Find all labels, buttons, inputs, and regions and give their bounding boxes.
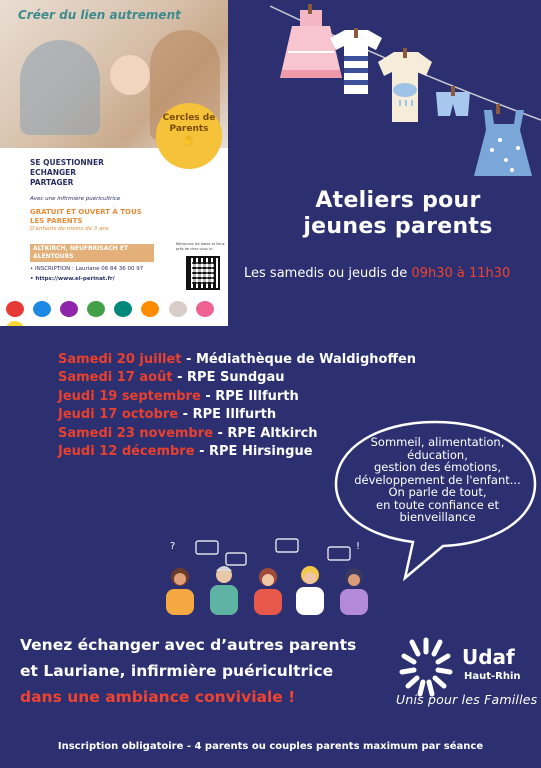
- udaf-name: Udaf: [462, 645, 515, 669]
- session-date: Jeudi 17 octobre: [58, 407, 179, 423]
- partner-logo: [6, 301, 24, 317]
- session-place: - RPE Hirsingue: [194, 444, 313, 460]
- svg-text:!: !: [356, 541, 361, 552]
- heading-line: jeunes parents: [303, 214, 493, 239]
- session-date: Samedi 23 novembre: [58, 425, 213, 441]
- partner-logo: [87, 301, 105, 317]
- bubble-line: en toute confiance et: [376, 497, 499, 512]
- action-item: PARTAGER: [30, 178, 74, 187]
- cta-line: Venez échanger avec d’autres parents: [20, 636, 357, 654]
- bubble-line: Sommeil, alimentation,: [370, 435, 505, 449]
- cloud-shirt-icon: [378, 48, 432, 122]
- main-heading: [268, 188, 528, 240]
- bubble-line: On parle de tout,: [388, 485, 487, 499]
- session-place: - RPE Illfurth: [178, 407, 277, 423]
- flyer-website[interactable]: • https://www.el-perinat.fr/: [30, 276, 115, 282]
- call-to-action: [20, 632, 390, 710]
- bubble-line: gestion des émotions,: [373, 460, 502, 474]
- baby-figure: [110, 55, 150, 95]
- action-item: ECHANGER: [30, 168, 77, 177]
- father-figure: [20, 40, 100, 135]
- session-place: - Médiathèque de Waldighoffen: [181, 352, 417, 367]
- session-item: [58, 388, 458, 406]
- schedule-text: [244, 266, 534, 281]
- flyer-free: GRATUIT ET OUVERT À TOUS LES PARENTS: [30, 208, 142, 225]
- people-illustration: [158, 535, 378, 615]
- qr-note: Retrouvez les dates et lieux près de chez vous ici: [176, 242, 225, 251]
- partner-logo: [60, 301, 78, 317]
- udaf-tagline: Unis pour les Familles: [396, 692, 538, 707]
- session-date: Jeudi 19 septembre: [58, 388, 201, 404]
- partner-logos: [4, 298, 226, 320]
- session-place: - RPE Sundgau: [172, 370, 285, 386]
- udaf-region: Haut-Rhin: [464, 671, 521, 682]
- partner-logo: [114, 301, 132, 317]
- footer-note: Inscription obligatoire - 4 parents ou couples parents maximum par séance: [57, 741, 484, 752]
- flyer-age: D'enfants de moins de 3 ans: [30, 226, 109, 232]
- bubble-line: développement de l'enfant...: [354, 472, 521, 487]
- partner-logo: [141, 301, 159, 317]
- partner-logo: [196, 301, 214, 317]
- flyer-actions: [30, 158, 180, 188]
- partner-logo: [6, 321, 24, 326]
- session-date: Samedi 17 août: [58, 370, 173, 386]
- flyer-places: ALTKIRCH, NEUFBRISACH ET ALENTOURS: [30, 244, 154, 262]
- flyer-inscription: • INSCRIPTION : Lauriane 06 84 36 00 97: [30, 266, 144, 272]
- clothesline-illustration: [270, 0, 541, 190]
- flyer-with: Avec une infirmière puéricultrice: [30, 196, 121, 202]
- cta-line-highlight: dans une ambiance conviviale !: [20, 688, 296, 706]
- badge-label: Cercles de Parents: [162, 113, 216, 134]
- flyer-card: [0, 0, 228, 326]
- schedule-hours: 09h30 à 11h30: [411, 266, 511, 281]
- heading-line: Ateliers pour: [315, 188, 481, 213]
- bubble-line: éducation,: [407, 447, 468, 462]
- session-item: [58, 351, 458, 369]
- cta-line: et Lauriane, infirmière puéricultrice: [20, 662, 334, 680]
- qr-pattern: [192, 262, 214, 284]
- hands-icon: ✋: [182, 136, 196, 147]
- schedule-label: Les samedis ou jeudis de: [244, 266, 412, 281]
- overall-dress-icon: [474, 104, 532, 176]
- session-date: Jeudi 12 décembre: [58, 444, 195, 460]
- session-date: Samedi 20 juillet: [58, 352, 182, 367]
- svg-text:?: ?: [170, 541, 176, 552]
- flyer-title: Créer du lien autrement: [18, 8, 181, 22]
- qr-code[interactable]: [186, 256, 220, 290]
- session-place: - RPE Illfurth: [200, 388, 299, 404]
- partner-logo: [169, 301, 187, 317]
- session-item: [58, 369, 458, 387]
- action-item: SE QUESTIONNER: [30, 158, 104, 167]
- bubble-line: bienveillance: [399, 510, 476, 524]
- session-place: - RPE Altkirch: [212, 425, 318, 441]
- bubble-text: [350, 436, 525, 524]
- partner-logo: [33, 301, 51, 317]
